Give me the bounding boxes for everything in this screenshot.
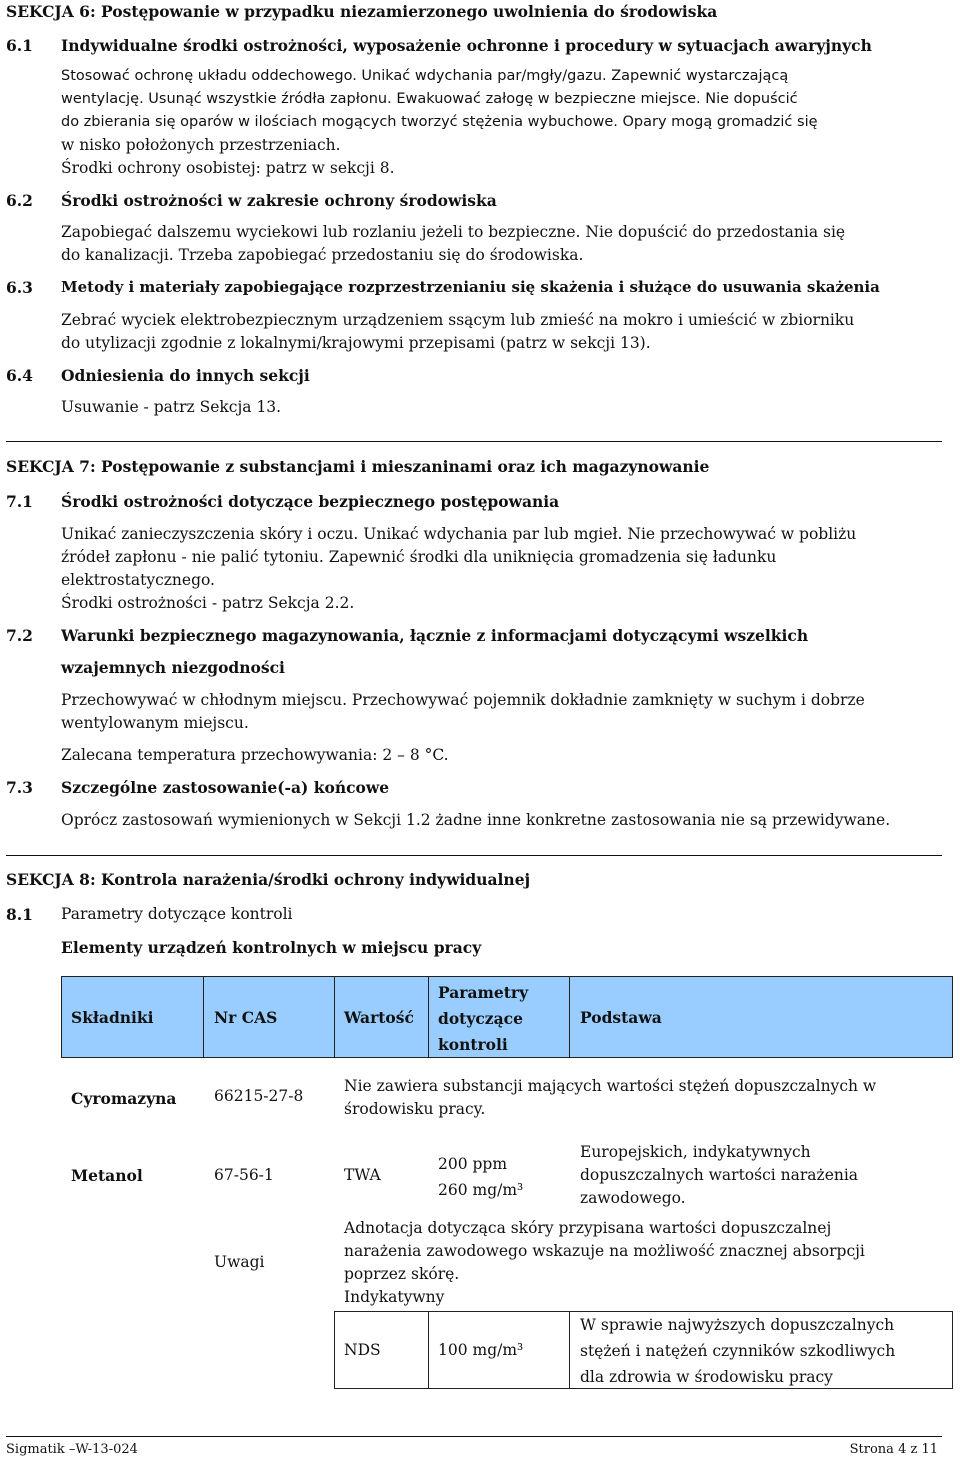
section-8-title: SEKCJA 8: Kontrola narażenia/środki ochrony indywidualnej	[6, 870, 531, 889]
table-cell-type: TWA	[344, 1166, 381, 1184]
table-cell-remarks: narażenia zawodowego wskazuje na możliwość znacznej absorpcji	[344, 1242, 865, 1260]
table-cell-remarks-label: Uwagi	[214, 1253, 265, 1271]
section-divider	[6, 441, 942, 442]
subsection-6-1-title: Indywidualne środki ostrożności, wyposażenie ochronne i procedury w sytuacjach awaryjnych	[61, 36, 872, 55]
subsection-6-1-line: wentylację. Usunąć wszystkie źródła zapłonu. Ewakuować załogę w bezpieczne miejsce. Nie dopuścić	[61, 91, 798, 107]
footer-divider	[6, 1436, 942, 1437]
table-cell-note: środowisku pracy.	[344, 1100, 486, 1118]
table-cell-basis: zawodowego.	[580, 1189, 686, 1207]
subsection-8-1-subtitle: Elementy urządzeń kontrolnych w miejscu pracy	[61, 938, 482, 957]
footer-document-id: Sigmatik –W-13-024	[6, 1442, 138, 1457]
subsection-6-2-number: 6.2	[6, 191, 33, 210]
header-wartosc: Wartość	[344, 1008, 414, 1027]
subsection-6-3-title: Metody i materiały zapobiegające rozprzestrzenianiu się skażenia i służące do usuwania skażenia	[61, 278, 880, 296]
header-parametry: dotyczące	[438, 1009, 523, 1028]
subsection-6-1-line: w nisko położonych przestrzeniach.	[61, 136, 341, 154]
subsection-7-1-line: Środki ostrożności - patrz Sekcja 2.2.	[61, 594, 355, 612]
subsection-7-3-title: Szczególne zastosowanie(-a) końcowe	[61, 778, 390, 797]
table-cell-substance: Metanol	[71, 1166, 143, 1185]
subsection-7-3-text: Oprócz zastosowań wymienionych w Sekcji 1.2 żadne inne konkretne zastosowania nie są przewidywane.	[61, 811, 891, 829]
table-cell-value: 260 mg/m³	[438, 1181, 524, 1199]
header-parametry: Parametry	[438, 983, 529, 1002]
subsection-6-3-line: Zebrać wyciek elektrobezpiecznym urządzeniem ssącym lub zmieść na mokro i umieścić w zbiorniku	[61, 311, 855, 329]
subsection-7-1-title: Środki ostrożności dotyczące bezpiecznego postępowania	[61, 492, 560, 511]
header-skladniki: Składniki	[71, 1008, 154, 1027]
header-parametry: kontroli	[438, 1035, 508, 1054]
subsection-6-2-line: Zapobiegać dalszemu wyciekowi lub rozlaniu jeżeli to bezpieczne. Nie dopuścić do przedostania się	[61, 223, 846, 241]
storage-temperature: Zalecana temperatura przechowywania: 2 – 8 °C.	[61, 746, 449, 764]
subsection-6-1-line: do zbierania się oparów w ilościach mogących tworzyć stężenia wybuchowe. Opary mogą gromadzić się	[61, 114, 818, 130]
table-cell-basis: dla zdrowia w środowisku pracy	[580, 1368, 833, 1386]
header-nr-cas: Nr CAS	[214, 1008, 278, 1027]
subsection-6-2-line: do kanalizacji. Trzeba zapobiegać przedostaniu się do środowiska.	[61, 246, 584, 264]
table-cell-basis: dopuszczalnych wartości narażenia	[580, 1166, 859, 1184]
table-cell-value: 200 ppm	[438, 1155, 508, 1173]
subsection-6-4-text: Usuwanie - patrz Sekcja 13.	[61, 398, 282, 416]
subsection-7-1-line: źródeł zapłonu - nie palić tytoniu. Zapewnić środki dla uniknięcia gromadzenia się ładunku	[61, 548, 777, 566]
table-cell-note: Nie zawiera substancji mających wartości stężeń dopuszczalnych w	[344, 1077, 877, 1095]
header-podstawa: Podstawa	[580, 1008, 662, 1027]
subsection-6-1-line: Środki ochrony osobistej: patrz w sekcji 8.	[61, 159, 395, 177]
table-cell-cas: 67-56-1	[214, 1166, 274, 1184]
subsection-7-1-line: elektrostatycznego.	[61, 571, 215, 589]
table-cell-substance: Cyromazyna	[71, 1089, 177, 1108]
subsection-7-2-line: wentylowanym miejscu.	[61, 714, 249, 732]
subsection-8-1-number: 8.1	[6, 905, 33, 924]
subsection-6-4-title: Odniesienia do innych sekcji	[61, 366, 310, 385]
subsection-7-2-line: Przechowywać w chłodnym miejscu. Przechowywać pojemnik dokładnie zamknięty w suchym i dobrze	[61, 691, 865, 709]
subsection-6-3-line: do utylizacji zgodnie z lokalnymi/krajowymi przepisami (patrz w sekcji 13).	[61, 334, 651, 352]
subsection-7-2-title: Warunki bezpiecznego magazynowania, łącznie z informacjami dotyczącymi wszelkich	[61, 626, 809, 645]
subsection-6-1-number: 6.1	[6, 36, 33, 55]
section-6-title: SEKCJA 6: Postępowanie w przypadku niezamierzonego uwolnienia do środowiska	[6, 2, 718, 21]
table-cell-basis: W sprawie najwyższych dopuszczalnych	[580, 1316, 895, 1334]
footer-page-number: Strona 4 z 11	[849, 1442, 938, 1457]
table-cell-remarks: Adnotacja dotycząca skóry przypisana wartości dopuszczalnej	[344, 1219, 832, 1237]
subsection-6-1-line: Stosować ochronę układu oddechowego. Unikać wdychania par/mgły/gazu. Zapewnić wystarczającą	[61, 68, 789, 84]
table-cell-remarks: Indykatywny	[344, 1288, 445, 1306]
table-cell-cas: 66215-27-8	[214, 1087, 304, 1105]
table-cell-remarks: poprzez skórę.	[344, 1265, 460, 1283]
table-cell-value: 100 mg/m³	[438, 1341, 524, 1359]
table-cell-basis: Europejskich, indykatywnych	[580, 1143, 811, 1161]
section-7-title: SEKCJA 7: Postępowanie z substancjami i mieszaninami oraz ich magazynowanie	[6, 457, 710, 476]
subsection-6-3-number: 6.3	[6, 278, 33, 297]
subsection-6-2-title: Środki ostrożności w zakresie ochrony środowiska	[61, 191, 497, 210]
subsection-6-4-number: 6.4	[6, 366, 33, 385]
subsection-8-1-title: Parametry dotyczące kontroli	[61, 905, 293, 923]
table-cell-type: NDS	[344, 1341, 381, 1359]
table-cell-basis: stężeń i natężeń czynników szkodliwych	[580, 1342, 896, 1360]
subsection-7-2-number: 7.2	[6, 626, 33, 645]
subsection-7-1-number: 7.1	[6, 492, 33, 511]
section-divider	[6, 855, 942, 856]
subsection-7-1-line: Unikać zanieczyszczenia skóry i oczu. Unikać wdychania par lub mgieł. Nie przechowywać w pobliżu	[61, 525, 857, 543]
subsection-7-3-number: 7.3	[6, 778, 33, 797]
subsection-7-2-title-cont: wzajemnych niezgodności	[61, 658, 285, 677]
